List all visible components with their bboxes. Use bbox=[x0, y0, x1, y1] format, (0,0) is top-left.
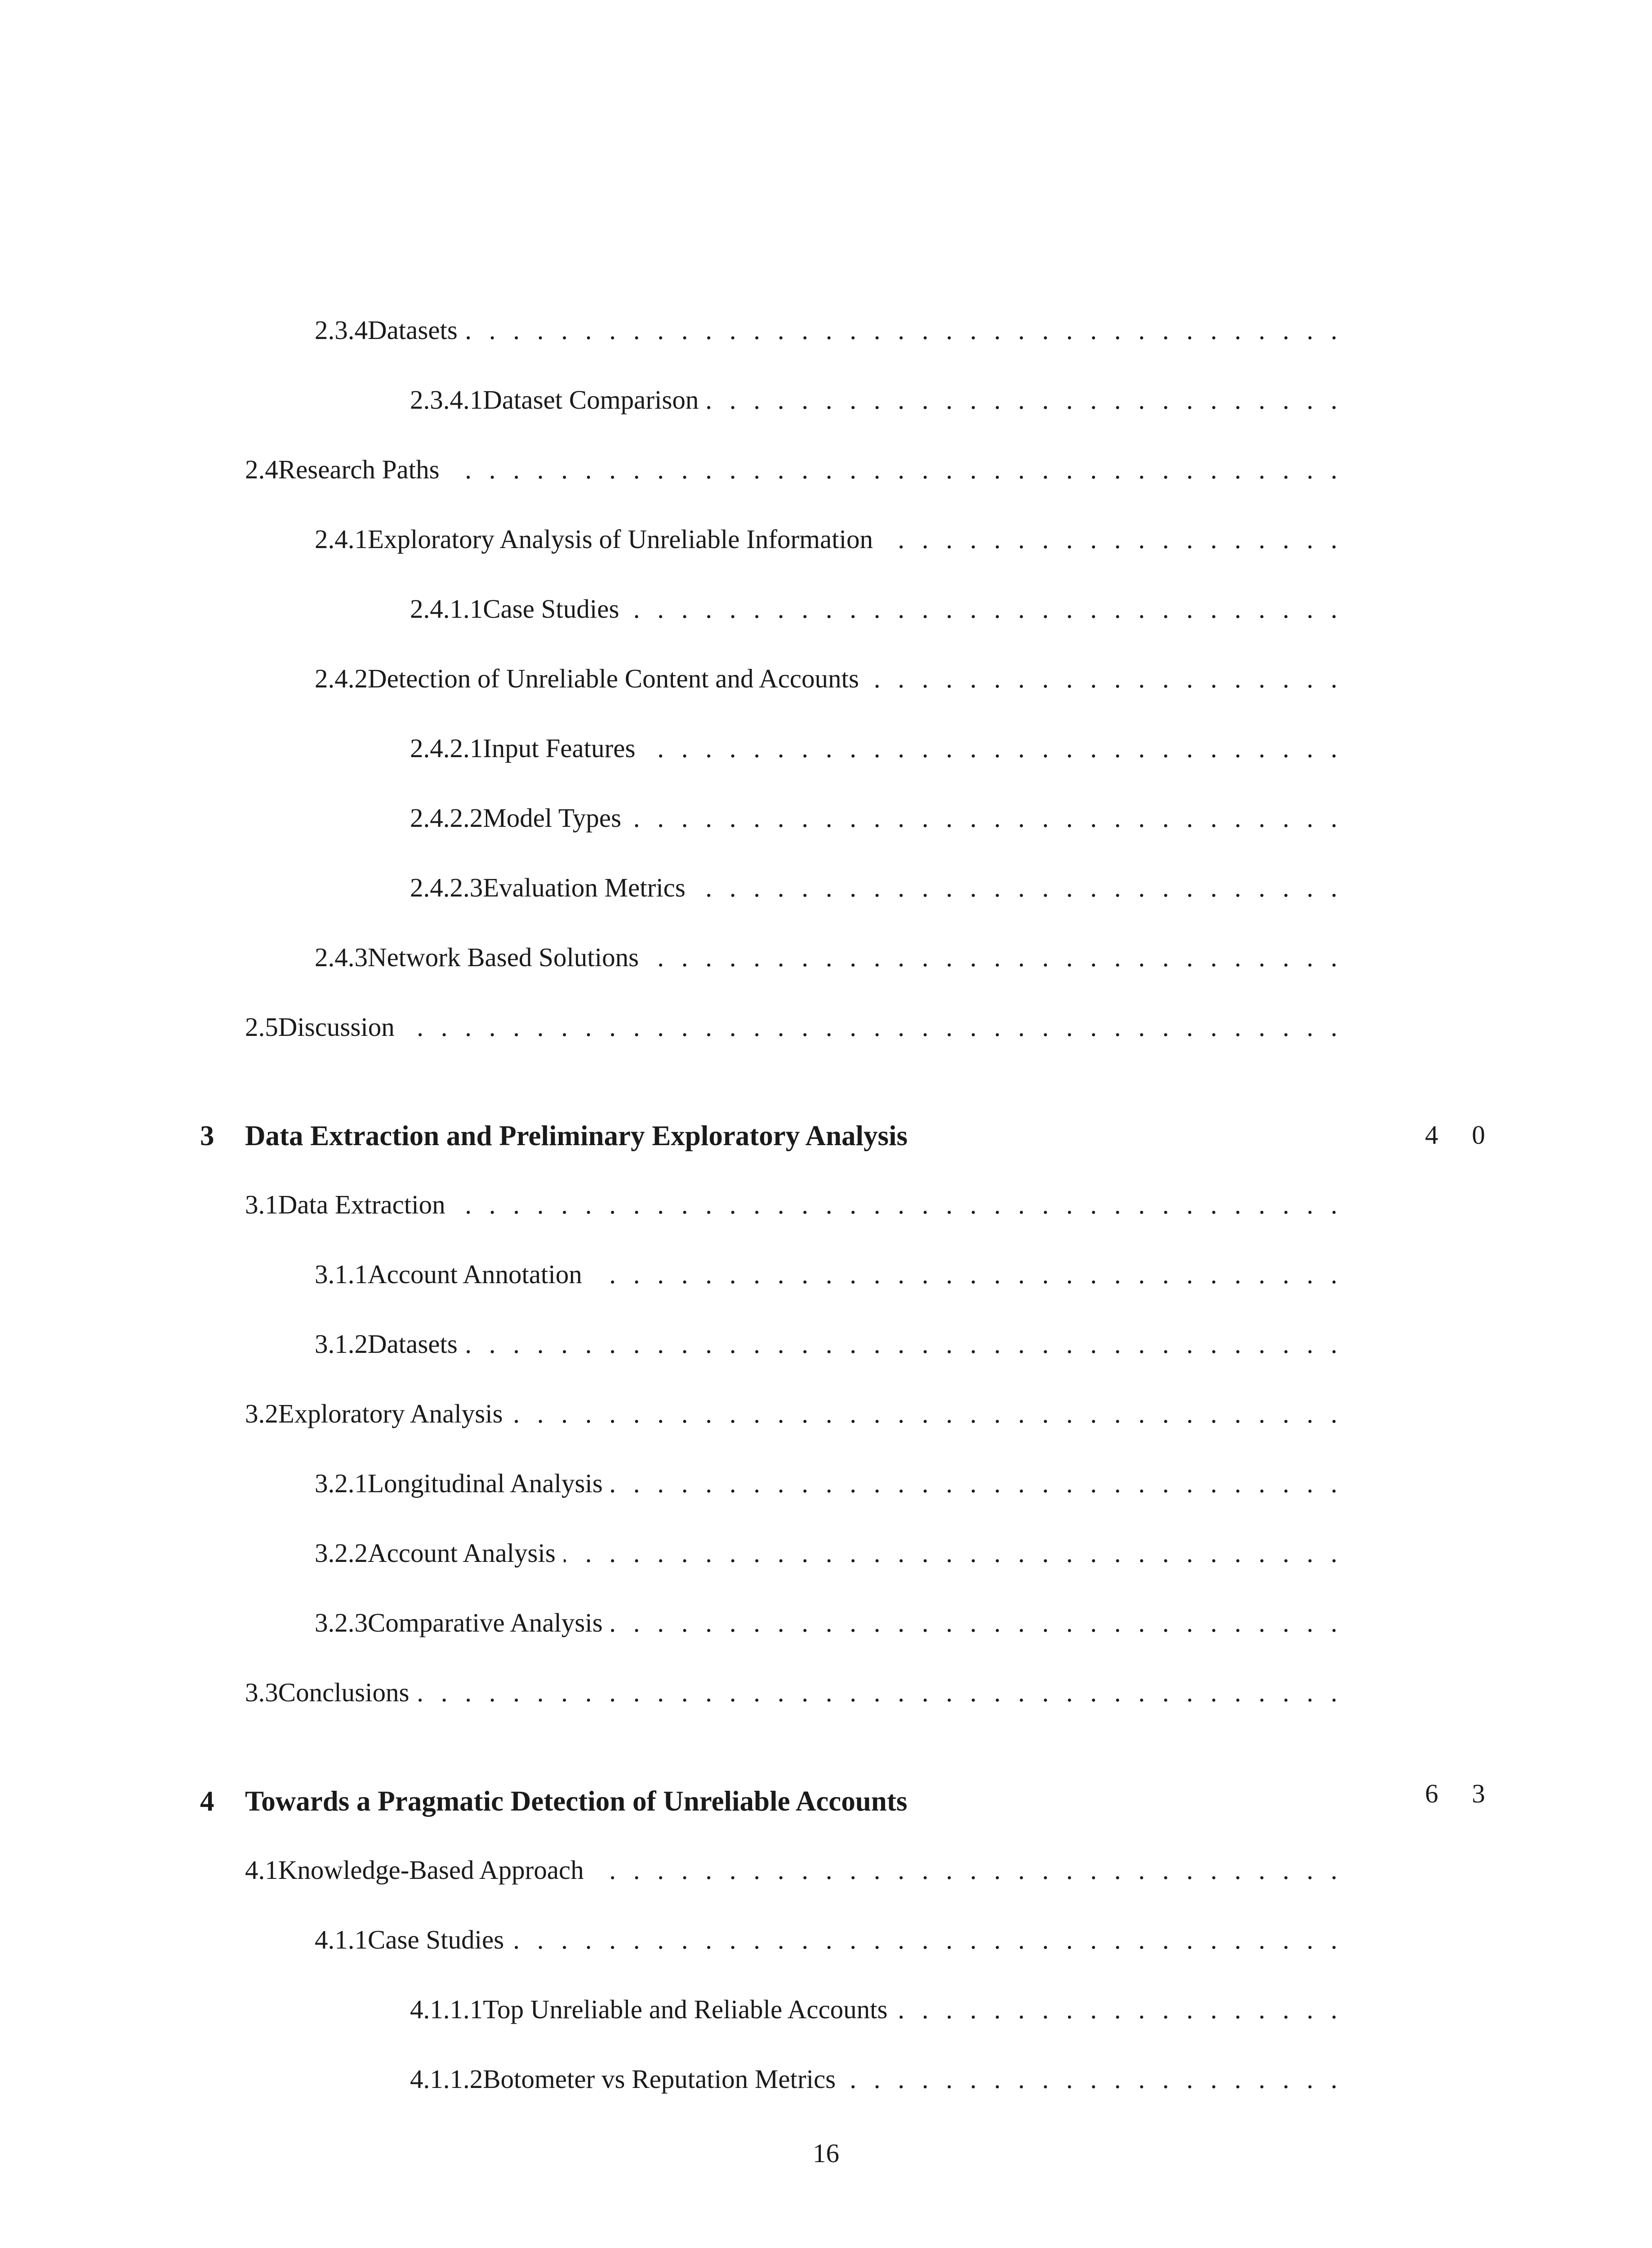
dot-leader bbox=[694, 872, 1337, 903]
toc-entry-3-1-2[interactable] bbox=[315, 1329, 1337, 1378]
section-title: Top Unreliable and Reliable Accounts bbox=[483, 1994, 888, 2024]
section-number: 4.1.1.1 bbox=[410, 1994, 483, 2024]
dot-leader bbox=[844, 2064, 1337, 2095]
dot-leader bbox=[647, 942, 1337, 973]
dot-leader bbox=[867, 663, 1337, 694]
toc-entry-2-4-1-1[interactable] bbox=[410, 593, 1337, 643]
toc-entry-2-4-1[interactable] bbox=[315, 524, 1337, 573]
dot-leader bbox=[512, 1924, 1337, 1955]
toc-chapter-4[interactable] bbox=[200, 1785, 907, 1834]
dot-leader bbox=[592, 1855, 1337, 1886]
section-number: 2.3.4 bbox=[315, 315, 368, 345]
chapter-title: Data Extraction and Preliminary Exploratory Analysis bbox=[245, 1120, 908, 1151]
section-number: 4.1.1.2 bbox=[410, 2064, 483, 2094]
section-number: 3.1.2 bbox=[315, 1329, 368, 1359]
dot-leader bbox=[627, 593, 1337, 624]
toc-chapter-3[interactable] bbox=[200, 1120, 908, 1169]
toc-entry-2-4[interactable] bbox=[245, 454, 1337, 504]
dot-leader bbox=[707, 384, 1337, 415]
chapter-number: 4 bbox=[200, 1785, 214, 1817]
dot-leader bbox=[590, 1259, 1337, 1290]
toc-entry-3-2-2[interactable] bbox=[315, 1538, 1337, 1587]
section-title: Knowledge-Based Approach bbox=[278, 1855, 584, 1885]
toc-entry-2-3-4[interactable] bbox=[315, 315, 1337, 364]
section-number: 3.2 bbox=[245, 1399, 278, 1428]
dot-leader bbox=[418, 1677, 1338, 1708]
dot-leader bbox=[403, 1012, 1337, 1043]
dot-leader bbox=[454, 1189, 1337, 1220]
toc-entry-2-4-2-3[interactable] bbox=[410, 872, 1337, 922]
section-title: Exploratory Analysis bbox=[278, 1399, 503, 1428]
section-title: Network Based Solutions bbox=[368, 942, 639, 972]
section-number: 2.4.2 bbox=[315, 664, 368, 693]
dot-leader bbox=[611, 1468, 1337, 1499]
toc-entry-4-1-1-1[interactable] bbox=[410, 1994, 1337, 2043]
section-number: 4.1.1 bbox=[315, 1925, 368, 1954]
section-title: Conclusions bbox=[278, 1677, 410, 1707]
section-title: Datasets bbox=[368, 315, 458, 345]
section-number: 3.3 bbox=[245, 1677, 278, 1707]
section-title: Detection of Unreliable Content and Accounts bbox=[368, 664, 859, 693]
section-title: Datasets bbox=[368, 1329, 458, 1359]
section-title: Exploratory Analysis of Unreliable Information bbox=[368, 524, 873, 554]
dot-leader bbox=[896, 1994, 1337, 2025]
section-title: Case Studies bbox=[368, 1925, 504, 1954]
toc-entry-3-1-1[interactable] bbox=[315, 1259, 1337, 1308]
dot-leader bbox=[629, 803, 1337, 834]
section-number: 2.4.1 bbox=[315, 524, 368, 554]
chapter-page-number: 4 0 bbox=[1425, 1120, 1499, 1150]
chapter-title: Towards a Pragmatic Detection of Unreliable Accounts bbox=[245, 1785, 908, 1817]
section-title: Longitudinal Analysis bbox=[368, 1468, 603, 1498]
toc-entry-2-5[interactable] bbox=[245, 1012, 1337, 1061]
dot-leader bbox=[564, 1538, 1337, 1569]
section-title: Discussion bbox=[278, 1012, 395, 1042]
dot-leader bbox=[611, 1607, 1337, 1638]
section-title: Dataset Comparison bbox=[483, 385, 699, 415]
section-number: 2.4.2.1 bbox=[410, 733, 483, 763]
section-title: Evaluation Metrics bbox=[483, 873, 686, 902]
section-number: 2.5 bbox=[245, 1012, 278, 1042]
dot-leader bbox=[466, 1329, 1337, 1360]
section-number: 3.1.1 bbox=[315, 1259, 368, 1289]
dot-leader bbox=[643, 733, 1337, 764]
section-number: 2.3.4.1 bbox=[410, 385, 483, 415]
section-title: Research Paths bbox=[278, 455, 440, 484]
toc-entry-3-3[interactable] bbox=[245, 1677, 1337, 1726]
dot-leader bbox=[448, 454, 1337, 485]
toc-entry-2-4-2[interactable] bbox=[315, 663, 1337, 713]
toc-entry-4-1-1-2[interactable] bbox=[410, 2064, 1337, 2113]
chapter-number: 3 bbox=[200, 1120, 214, 1151]
section-title: Account Analysis bbox=[368, 1538, 556, 1568]
section-title: Model Types bbox=[483, 803, 622, 833]
section-title: Input Features bbox=[483, 733, 636, 763]
section-title: Account Annotation bbox=[368, 1259, 582, 1289]
section-number: 4.1 bbox=[245, 1855, 278, 1885]
toc-entry-4-1[interactable] bbox=[245, 1855, 1337, 1904]
toc-entry-2-3-4-1[interactable] bbox=[410, 384, 1337, 434]
toc-entry-4-1-1[interactable] bbox=[315, 1924, 1337, 1974]
section-title: Comparative Analysis bbox=[368, 1608, 603, 1637]
dot-leader bbox=[511, 1398, 1337, 1429]
toc-entry-3-2-3[interactable] bbox=[315, 1607, 1337, 1657]
section-number: 3.2.1 bbox=[315, 1468, 368, 1498]
section-number: 2.4 bbox=[245, 455, 278, 484]
section-number: 2.4.2.3 bbox=[410, 873, 483, 902]
dot-leader bbox=[881, 524, 1337, 555]
page-number: 16 bbox=[813, 2138, 839, 2168]
section-title: Data Extraction bbox=[278, 1190, 445, 1219]
toc-entry-3-2-1[interactable] bbox=[315, 1468, 1337, 1517]
toc-entry-3-2[interactable] bbox=[245, 1398, 1337, 1448]
dot-leader bbox=[466, 315, 1337, 346]
section-number: 3.1 bbox=[245, 1190, 278, 1219]
toc-entry-2-4-2-2[interactable] bbox=[410, 803, 1337, 852]
section-number: 3.2.3 bbox=[315, 1608, 368, 1637]
section-title: Botometer vs Reputation Metrics bbox=[483, 2064, 836, 2094]
toc-entry-3-1[interactable] bbox=[245, 1189, 1337, 1239]
section-number: 2.4.1.1 bbox=[410, 594, 483, 624]
toc-entry-2-4-2-1[interactable] bbox=[410, 733, 1337, 782]
section-number: 2.4.3 bbox=[315, 942, 368, 972]
section-number: 3.2.2 bbox=[315, 1538, 368, 1568]
section-number: 2.4.2.2 bbox=[410, 803, 483, 833]
toc-entry-2-4-3[interactable] bbox=[315, 942, 1337, 991]
chapter-page-number: 6 3 bbox=[1425, 1779, 1499, 1808]
section-title: Case Studies bbox=[483, 594, 619, 624]
